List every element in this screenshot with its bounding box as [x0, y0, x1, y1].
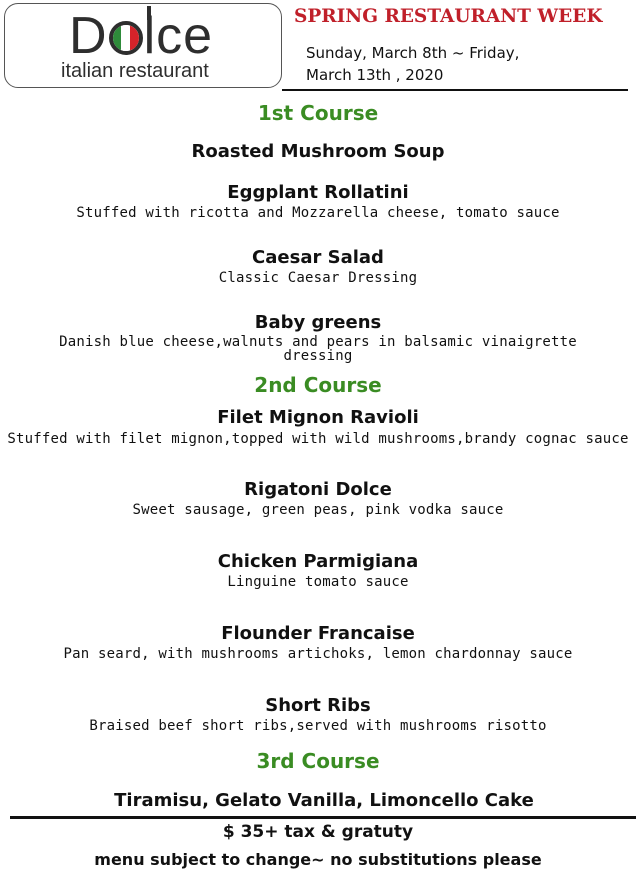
- dish-name: Caesar Salad: [252, 247, 384, 268]
- dish-description: Stuffed with ricotta and Mozzarella cheese, tomato sauce: [76, 205, 560, 221]
- event-dates-line2: March 13th , 2020: [306, 66, 444, 84]
- header-divider: [282, 89, 628, 91]
- dish-name: Flounder Francaise: [221, 623, 415, 644]
- dish-name: Roasted Mushroom Soup: [191, 141, 445, 162]
- dish-description: Classic Caesar Dressing: [218, 270, 418, 286]
- dish-description: Braised beef short ribs,served with mushrooms risotto: [89, 718, 547, 734]
- dish-description: Stuffed with filet mignon,topped with wild mushrooms,brandy cognac sauce: [7, 431, 629, 447]
- dish-name: Baby greens: [254, 312, 382, 333]
- dessert-list: Tiramisu, Gelato Vanilla, Limoncello Cake: [114, 790, 534, 811]
- dish-description: Pan seard, with mushrooms artichoks, lemon chardonnay sauce: [63, 646, 573, 662]
- dish-description: Linguine tomato sauce: [227, 574, 409, 590]
- restaurant-logo: [4, 3, 282, 88]
- logo-subtitle: italian restaurant: [61, 60, 209, 82]
- dish-name: Filet Mignon Ravioli: [217, 407, 419, 428]
- dish-description: Sweet sausage, green peas, pink vodka sauce: [132, 502, 504, 518]
- event-dates-line1: Sunday, March 8th ~ Friday,: [306, 44, 520, 62]
- price-line: $ 35+ tax & gratuty: [222, 822, 414, 842]
- italian-flag-icon: [109, 21, 143, 55]
- event-title: SPRING RESTAURANT WEEK: [294, 6, 603, 27]
- course-title-1: 1st Course: [257, 101, 379, 125]
- course-title-2: 2nd Course: [254, 373, 382, 397]
- event-dates: [306, 42, 606, 86]
- dish-name: Eggplant Rollatini: [227, 182, 409, 203]
- dish-name: Chicken Parmigiana: [217, 551, 419, 572]
- footer-divider: [10, 816, 636, 819]
- logo-wordmark: [69, 6, 213, 66]
- menu-notice: menu subject to change~ no substitutions please: [94, 850, 542, 869]
- dish-name: Rigatoni Dolce: [244, 479, 392, 500]
- dish-description: Danish blue cheese,walnuts and pears in balsamic vinaigrette dressing: [59, 334, 577, 364]
- course-title-3: 3rd Course: [256, 749, 380, 773]
- logo-word-left: D: [69, 7, 108, 65]
- dish-name: Short Ribs: [265, 695, 371, 716]
- logo-word-right: lce: [143, 7, 214, 65]
